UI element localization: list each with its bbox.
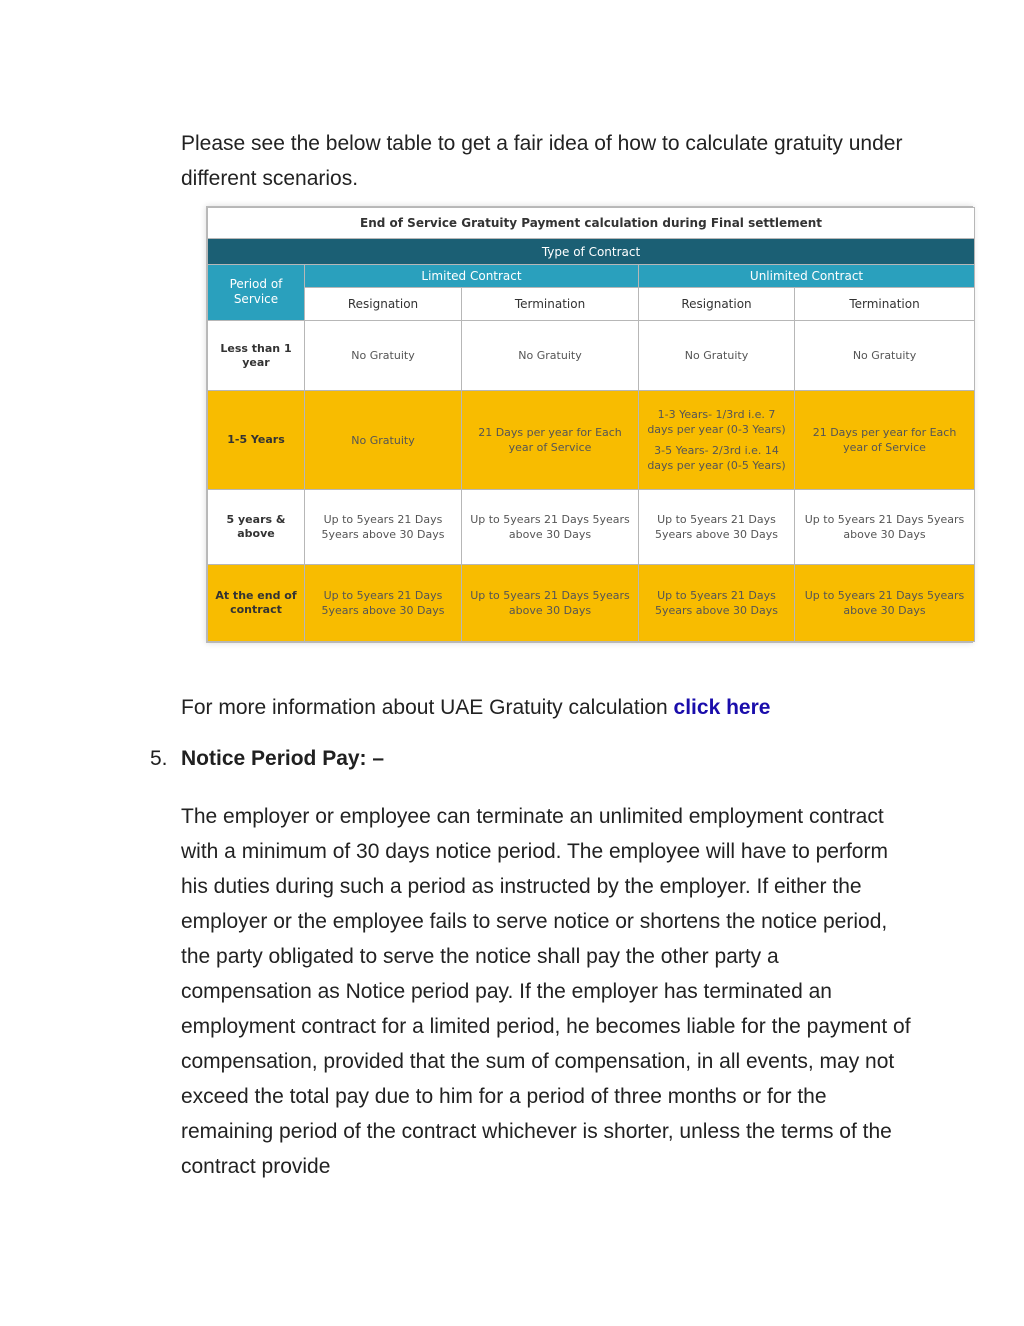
more-info-paragraph	[181, 690, 941, 725]
limited-termination-header: Termination	[462, 287, 639, 320]
limited-contract-header: Limited Contract	[305, 264, 639, 287]
table-cell: No Gratuity	[795, 321, 975, 391]
table-cell	[639, 391, 795, 490]
more-info-text: For more information about UAE Gratuity calculation	[181, 696, 674, 719]
table-row	[208, 321, 975, 391]
click-here-link[interactable]: click here	[673, 696, 771, 719]
list-number: 5.	[150, 747, 168, 770]
row-period-label: 1-5 Years	[208, 391, 305, 490]
table-cell: No Gratuity	[639, 321, 795, 391]
row-period-label: 5 years & above	[208, 490, 305, 565]
table-cell: Up to 5years 21 Days 5years above 30 Days	[462, 565, 639, 642]
table-cell: Up to 5years 21 Days 5years above 30 Days	[639, 490, 795, 565]
table-cell: No Gratuity	[305, 391, 462, 490]
table-cell: No Gratuity	[462, 321, 639, 391]
row-period-label: At the end of contract	[208, 565, 305, 642]
cell-line: 3-5 Years- 2/3rd i.e. 14 days per year (0-5 Years)	[647, 444, 786, 473]
table-cell: Up to 5years 21 Days 5years above 30 Days	[639, 565, 795, 642]
table-cell: Up to 5years 21 Days 5years above 30 Days	[305, 565, 462, 642]
table-cell: 21 Days per year for Each year of Service	[462, 391, 639, 490]
row-period-label: Less than 1 year	[208, 321, 305, 391]
table-row	[208, 565, 975, 642]
table-title: End of Service Gratuity Payment calculation during Final settlement	[208, 208, 975, 239]
gratuity-table	[206, 206, 973, 643]
cell-line: 1-3 Years- 1/3rd i.e. 7 days per year (0-3 Years)	[647, 408, 786, 437]
table-cell: No Gratuity	[305, 321, 462, 391]
notice-body-paragraph: The employer or employee can terminate an unlimited employment contract with a minimum of 30 days notice period. The employee will have to perform his duties during such a period as instructed by the employer. If either the employer or the employee fails to serve notice or shortens the notice period, the party obligated to serve the notice shall pay the other party a compensation as Notice period pay. If the employer has terminated an employment contract for a limited period, he becomes liable for the payment of compensation, provided that the sum of compensation, in all events, may not exceed the total pay due to him for a period of three months or for the remaining period of the contract whichever is shorter, unless the terms of the contract provide	[181, 805, 911, 1178]
table-row	[208, 490, 975, 565]
intro-paragraph: Please see the below table to get a fair idea of how to calculate gratuity under different scenarios.	[181, 132, 903, 190]
limited-resignation-header: Resignation	[305, 287, 462, 320]
unlimited-resignation-header: Resignation	[639, 287, 795, 320]
period-of-service-header: Period of Service	[208, 264, 305, 321]
table-cell: Up to 5years 21 Days 5years above 30 Days	[305, 490, 462, 565]
table-cell: 21 Days per year for Each year of Service	[795, 391, 975, 490]
type-of-contract-header: Type of Contract	[208, 239, 975, 264]
unlimited-termination-header: Termination	[795, 287, 975, 320]
table-cell: Up to 5years 21 Days 5years above 30 Days	[795, 490, 975, 565]
table-cell: Up to 5years 21 Days 5years above 30 Days	[795, 565, 975, 642]
unlimited-contract-header: Unlimited Contract	[639, 264, 975, 287]
table-cell: Up to 5years 21 Days 5years above 30 Days	[462, 490, 639, 565]
section-heading: Notice Period Pay: –	[181, 747, 385, 770]
table-row	[208, 391, 975, 490]
